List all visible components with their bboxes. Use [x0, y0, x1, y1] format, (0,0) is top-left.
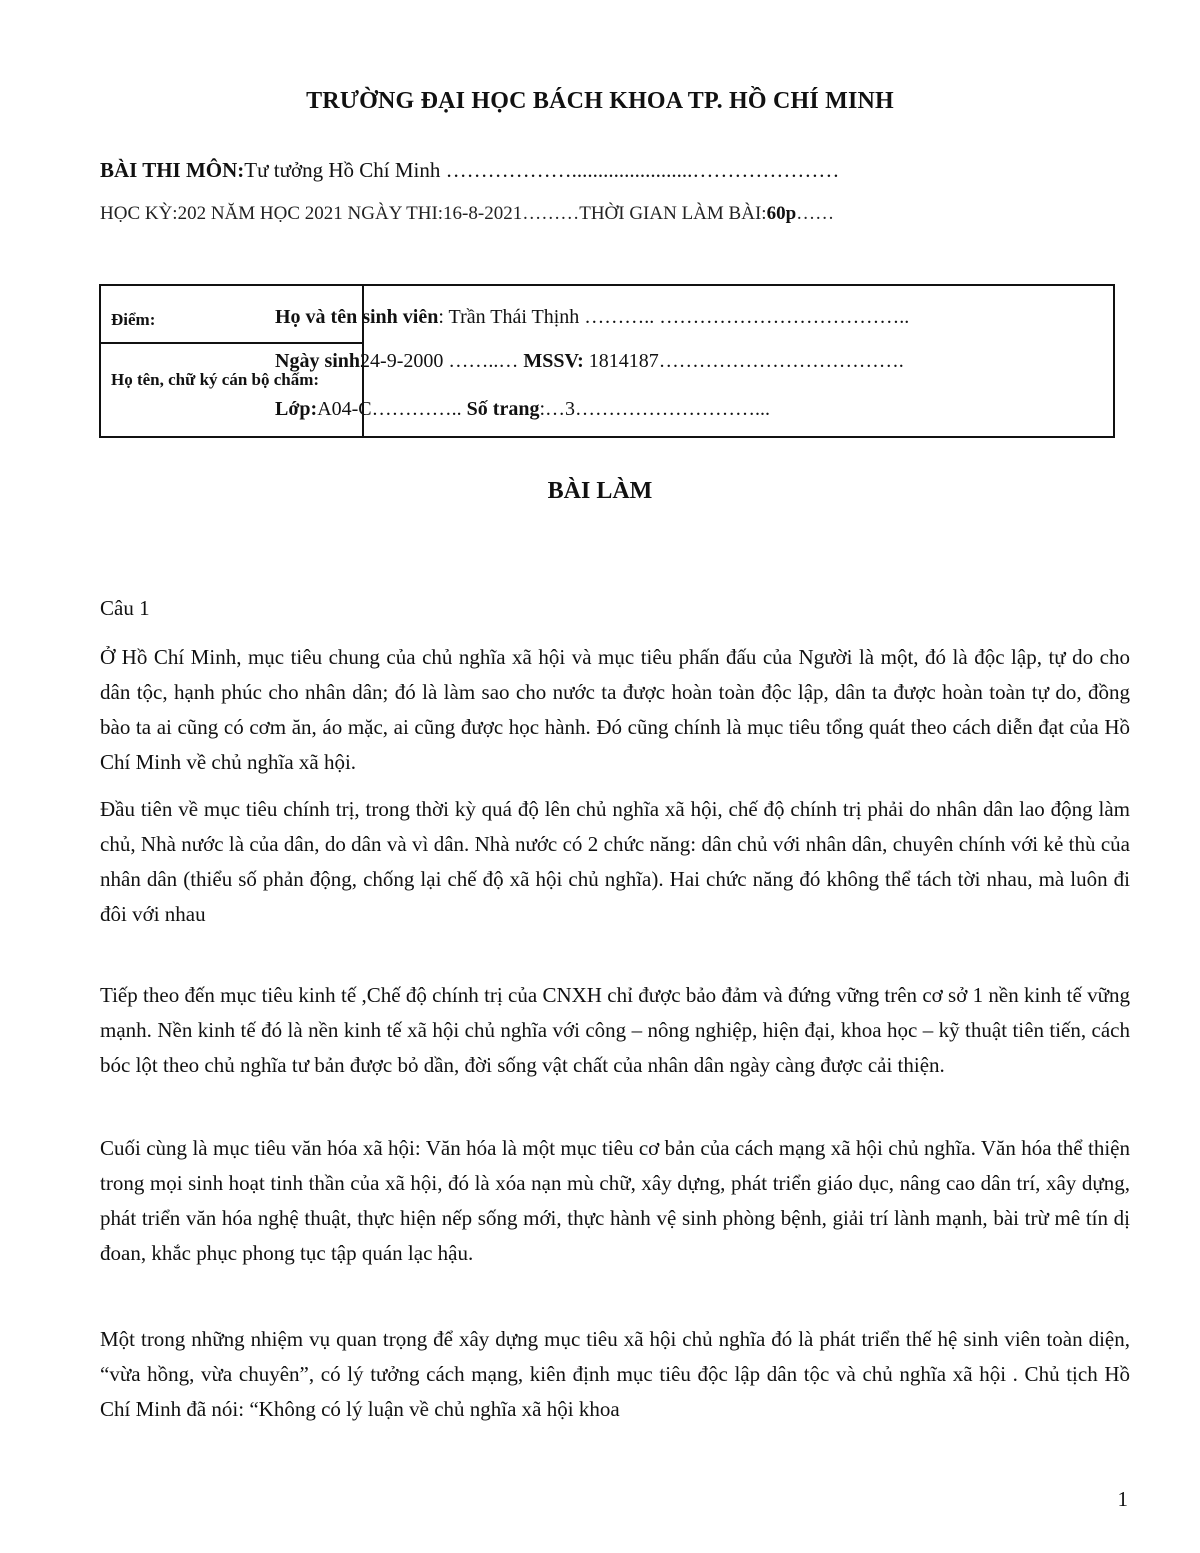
term-text: HỌC KỲ:202 NĂM HỌC 2021 NGÀY THI:16-8-2021………THỜI GIAN LÀM BÀI: — [100, 203, 767, 224]
dob-label: Ngày sinh — [275, 350, 361, 372]
mssv-value: 1814187………………………………. — [583, 350, 904, 372]
score-cell: Điểm: — [101, 286, 362, 344]
answer-paragraph: Đầu tiên về mục tiêu chính trị, trong thời kỳ quá độ lên chủ nghĩa xã hội, chế độ chính trị phải do nhân dân lao động làm chủ, Nhà nước là của dân, do dân và vì dân. Nhà nước có 2 chức năng: dân chủ với nhân dân, chuyên chính với kẻ thù của nhân dân (thiểu số phản động, chống lại chế độ xã hội chủ nghĩa). Hai chức năng đó không thể tách tời nhau, mà luôn đi đôi với nhau — [100, 797, 1130, 926]
page-number: 1 — [1117, 1487, 1128, 1511]
exam-subject-line — [100, 158, 839, 183]
exam-duration: 60p — [766, 203, 797, 224]
answer-paragraph: Cuối cùng là mục tiêu văn hóa xã hội: Văn hóa là một mục tiêu cơ bản của cách mạng xã hội chủ nghĩa. Văn hóa thể thiện trong mọi sinh hoạt tinh thần của xã hội, đó là xóa nạn mù chữ, xây dựng, phát triển giáo dục, nâng cao dân trí, xây dựng, phát triển văn hóa nghệ thuật, thực hiện nếp sống mới, thực hành vệ sinh phòng bệnh, giải trí lành mạnh, bài trừ mê tín dị đoan, khắc phục phong tục tập quán lạc hậu. — [100, 1136, 1130, 1265]
exam-subject-value: Tư tưởng Hồ Chí Minh ……………….......................………………… — [244, 158, 840, 182]
student-name-value: : Trần Thái Thịnh ……….. ……………………………….. — [438, 306, 910, 328]
mssv-label: MSSV: — [523, 350, 584, 372]
student-name-row — [275, 306, 909, 329]
dob-value: 24-9-2000 ……..… — [360, 350, 524, 372]
answer-paragraph: Tiếp theo đến mục tiêu kinh tế ,Chế độ chính trị của CNXH chỉ được bảo đảm và đứng vững trên cơ sở 1 nền kinh tế vững mạnh. Nền kinh tế đó là nền kinh tế xã hội chủ nghĩa với công – nông nghiệp, hiện đại, khoa học – kỹ thuật tiên tiến, cách bóc lột theo chủ nghĩa tư bản được bỏ dần, đời sống vật chất của nhân dân ngày càng được cải thiện. — [100, 983, 1130, 1077]
exam-subject-label: BÀI THI MÔN: — [100, 158, 245, 182]
student-name-label: Họ và tên sinh viên — [275, 306, 439, 328]
student-class-row — [275, 398, 770, 421]
grader-cell: Họ tên, chữ ký cán bộ chấm: — [111, 370, 320, 389]
answer-paragraph: Ở Hồ Chí Minh, mục tiêu chung của chủ nghĩa xã hội và mục tiêu phấn đấu của Người là một, đó là độc lập, tự do cho dân tộc, hạnh phúc cho nhân dân; đó là làm sao cho nước ta được hoàn toàn độc lập, dân ta được hoàn toàn tự do, đồng bào ta ai cũng có cơm ăn, áo mặc, ai cũng được học hành. Đó cũng chính là mục tiêu tổng quát theo cách diễn đạt của Hồ Chí Minh về chủ nghĩa xã hội. — [100, 645, 1130, 774]
pages-label: Số trang — [466, 398, 540, 420]
university-title: TRƯỜNG ĐẠI HỌC BÁCH KHOA TP. HỒ CHÍ MINH — [306, 88, 894, 114]
student-dob-row — [275, 350, 904, 373]
pages-value: :…3………………………... — [539, 398, 771, 420]
section-title: BÀI LÀM — [547, 478, 653, 504]
exam-term-line — [100, 203, 834, 225]
question-label: Câu 1 — [100, 596, 150, 620]
term-trailing: …… — [796, 203, 835, 224]
class-label: Lớp: — [275, 398, 318, 420]
answer-paragraph: Một trong những nhiệm vụ quan trọng để xây dựng mục tiêu xã hội chủ nghĩa đó là phát triển thế hệ sinh viên toàn diện, “vừa hồng, vừa chuyên”, có lý tưởng cách mạng, kiên định mục tiêu độc lập dân tộc và chủ nghĩa xã hội . Chủ tịch Hồ Chí Minh đã nói: “Không có lý luận về chủ nghĩa xã hội khoa — [100, 1327, 1130, 1421]
class-value: A04-C………….. — [317, 398, 467, 420]
